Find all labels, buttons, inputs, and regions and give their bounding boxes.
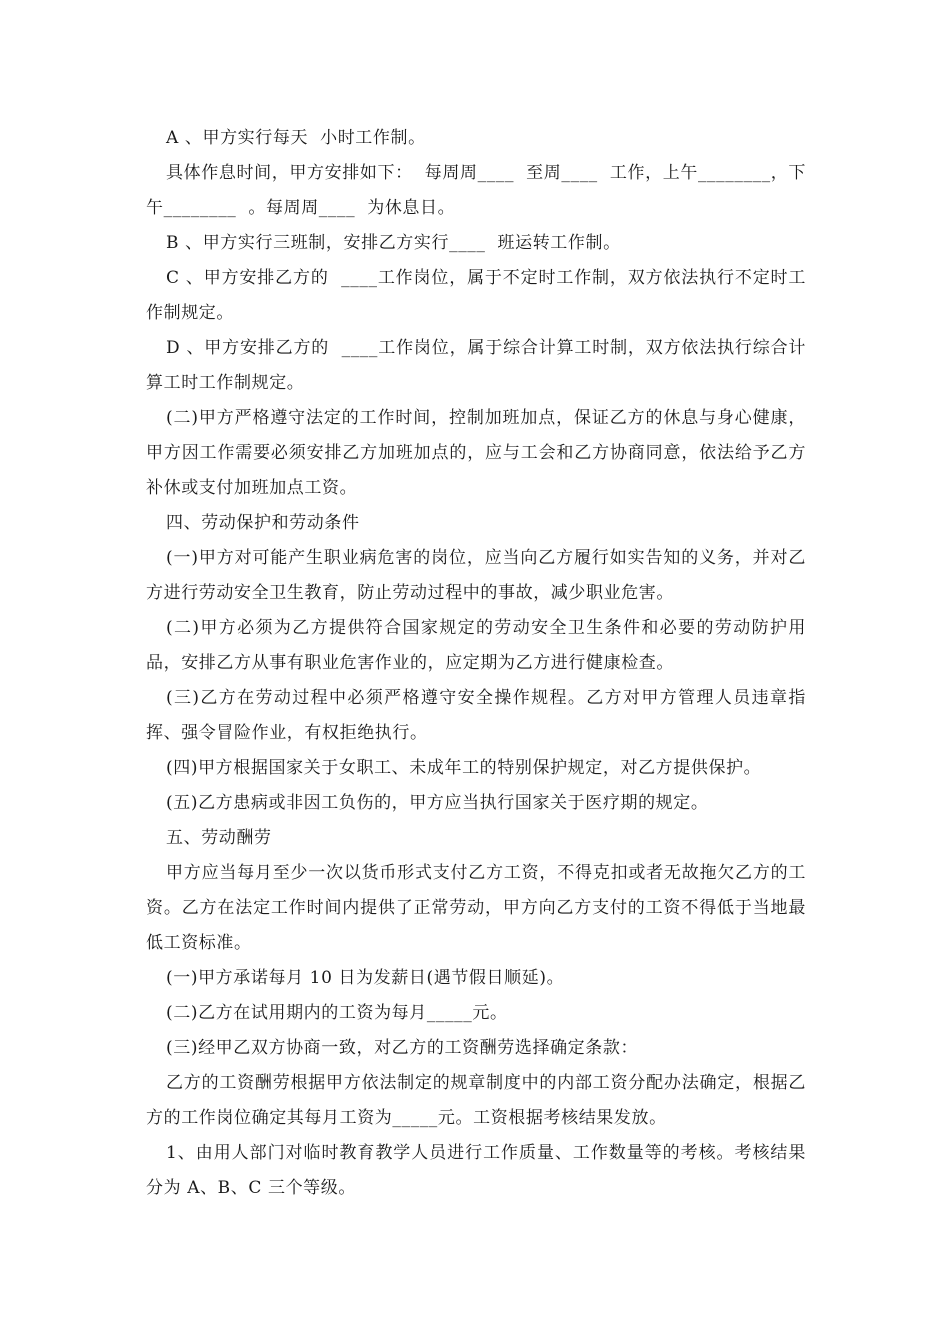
paragraph: D 、甲方安排乙方的 ____工作岗位，属于综合计算工时制，双方依法执行综合计算工时工作制规定。 bbox=[146, 338, 806, 393]
section-heading: 四、劳动保护和劳动条件 bbox=[166, 513, 360, 533]
paragraph: C 、甲方安排乙方的 ____工作岗位，属于不定时工作制，双方依法执行不定时工作制规定。 bbox=[146, 268, 806, 323]
paragraph: 具体作息时间，甲方安排如下： 每周周____ 至周____ 工作，上午________，下午________ 。每周周____ 为休息日。 bbox=[146, 163, 806, 218]
paragraph: (二)乙方在试用期内的工资为每月_____元。 bbox=[166, 1003, 508, 1023]
section-heading: 五、劳动酬劳 bbox=[166, 828, 272, 848]
paragraph: (三)乙方在劳动过程中必须严格遵守安全操作规程。乙方对甲方管理人员违章指挥、强令冒险作业，有权拒绝执行。 bbox=[146, 688, 806, 743]
paragraph: (二)甲方必须为乙方提供符合国家规定的劳动安全卫生条件和必要的劳动防护用品，安排乙方从事有职业危害作业的，应定期为乙方进行健康检查。 bbox=[146, 618, 806, 673]
paragraph: B 、甲方实行三班制，安排乙方实行____ 班运转工作制。 bbox=[166, 233, 621, 253]
paragraph: (一)甲方对可能产生职业病危害的岗位，应当向乙方履行如实告知的义务，并对乙方进行劳动安全卫生教育，防止劳动过程中的事故，减少职业危害。 bbox=[146, 548, 806, 603]
paragraph: (三)经甲乙双方协商一致，对乙方的工资酬劳选择确定条款： bbox=[166, 1038, 639, 1058]
paragraph: (二)甲方严格遵守法定的工作时间，控制加班加点，保证乙方的休息与身心健康，甲方因工作需要必须安排乙方加班加点的，应与工会和乙方协商同意，依法给予乙方补休或支付加班加点工资。 bbox=[146, 408, 806, 498]
document-body bbox=[146, 121, 806, 1206]
paragraph: 1、由用人部门对临时教育教学人员进行工作质量、工作数量等的考核。考核结果分为 A、B、C 三个等级。 bbox=[146, 1143, 806, 1198]
paragraph: (一)甲方承诺每月 10 日为发薪日(遇节假日顺延)。 bbox=[166, 968, 565, 988]
paragraph: 乙方的工资酬劳根据甲方依法制定的规章制度中的内部工资分配办法确定，根据乙方的工作岗位确定其每月工资为_____元。工资根据考核结果发放。 bbox=[146, 1073, 806, 1128]
paragraph: A 、甲方实行每天 小时工作制。 bbox=[166, 128, 426, 148]
paragraph: 甲方应当每月至少一次以货币形式支付乙方工资，不得克扣或者无故拖欠乙方的工资。乙方在法定工作时间内提供了正常劳动，甲方向乙方支付的工资不得低于当地最低工资标准。 bbox=[146, 863, 806, 953]
paragraph: (五)乙方患病或非因工负伤的，甲方应当执行国家关于医疗期的规定。 bbox=[166, 793, 709, 813]
paragraph: (四)甲方根据国家关于女职工、未成年工的特别保护规定，对乙方提供保护。 bbox=[166, 758, 762, 778]
